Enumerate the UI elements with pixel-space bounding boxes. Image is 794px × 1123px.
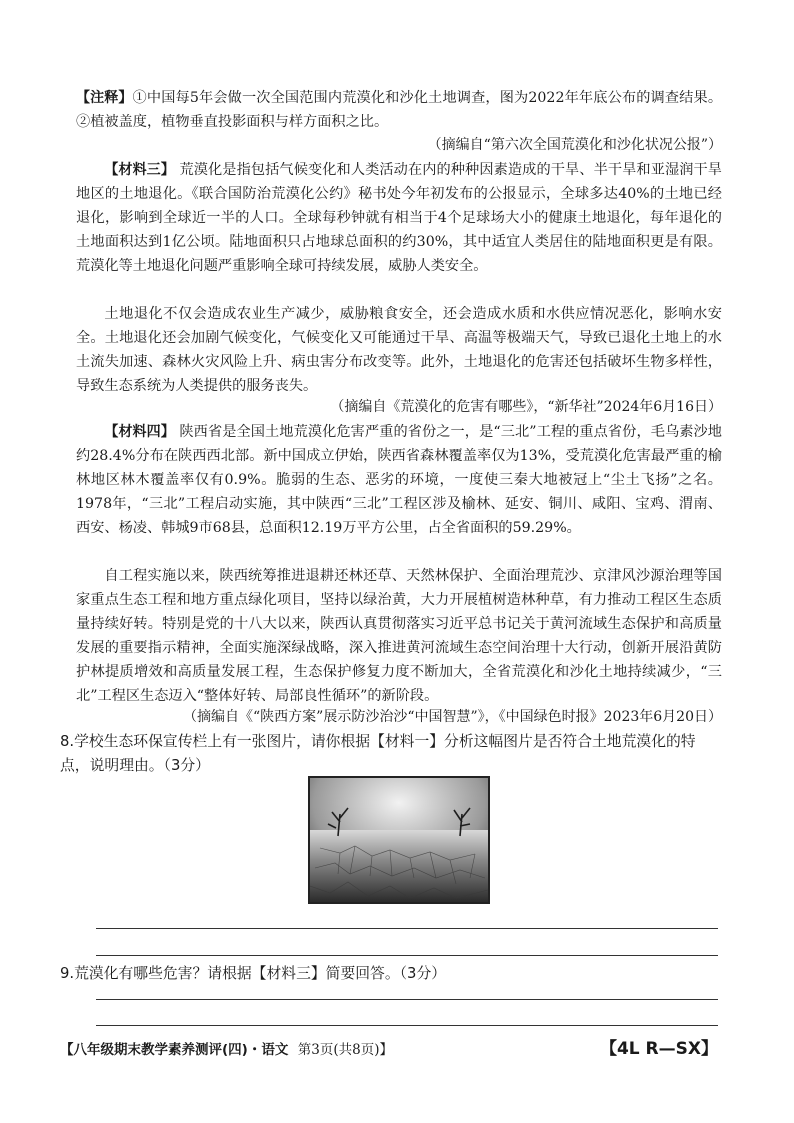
material3-paragraph-1	[76, 158, 722, 278]
footer-title	[60, 1038, 393, 1058]
material4-text-1: 陕西省是全国土地荒漠化危害严重的省份之一，是“三北”工程的重点省份，毛乌素沙地约28.4%分布在陕西西北部。新中国成立伊始，陕西省森林覆盖率仅为13%，受荒漠化危害最严重的榆林地区林木覆盖率仅有0.9%。脆弱的生态、恶劣的环境，一度使三秦大地被冠上“尘土飞扬”之名。1978年，“三北”工程启动实施，其中陕西“三北”工程区涉及榆林、延安、铜川、咸阳、宝鸡、渭南、西安、杨凌、韩城9市68县，总面积12.19万平方公里，占全省面积的59.29%。	[76, 424, 722, 536]
note-label: 【注释】	[76, 90, 133, 106]
footer-exam-title: 【八年级期末教学素养测评(四)・语文	[60, 1042, 289, 1058]
material3-text-2: 土地退化不仅会造成农业生产减少，威胁粮食安全，还会造成水质和水供应情况恶化，影响水安全。土地退化还会加剧气候变化，气候变化又可能通过干旱、高温等极端天气，导致已退化土地上的水土流失加速、森林火灾风险上升、病虫害分布改变等。此外，土地退化的危害还包括破坏生物多样性，导致生态系统为人类提供的服务丧失。	[76, 306, 722, 394]
footer-code: 【4L R—SX】	[599, 1039, 718, 1059]
question-9: 9.荒漠化有哪些危害？请根据【材料三】简要回答。（3分）	[60, 965, 447, 982]
answer-line-q9-2[interactable]	[96, 1025, 718, 1026]
question-8: 8.学校生态环保宣传栏上有一张图片，请你根据【材料一】分析这幅图片是否符合土地荒漠化的特点，说明理由。（3分）	[60, 733, 696, 774]
material4-source: （摘编自《“陕西方案”展示防沙治沙“中国智慧”》，《中国绿色时报》2023年6月20日）	[183, 709, 722, 725]
note-source: （摘编自“第六次全国荒漠化和沙化状况公报”）	[427, 137, 722, 153]
desert-photo-icon	[308, 776, 490, 904]
note-paragraph	[76, 86, 722, 134]
material3-text-1: 荒漠化是指包括气候变化和人类活动在内的种种因素造成的干旱、半干旱和亚湿润干旱地区的土地退化。《联合国防治荒漠化公约》秘书处今年初发布的公报显示，全球多达40%的土地已经退化，影响到全球近一半的人口。全球每秒钟就有相当于4个足球场大小的健康土地退化，每年退化的土地面积达到1亿公顷。陆地面积只占地球总面积的约30%，其中适宜人类居住的陆地面积更是有限。荒漠化等土地退化问题严重影响全球可持续发展，威胁人类安全。	[76, 162, 722, 274]
material3-source: （摘编自《荒漠化的危害有哪些》，“新华社”2024年6月16日）	[330, 399, 722, 415]
material3-paragraph-2	[76, 302, 722, 398]
note-text: ①中国每5年会做一次全国范围内荒漠化和沙化土地调查，图为2022年年底公布的调查结果。②植被盖度，植物垂直投影面积与样方面积之比。	[76, 90, 723, 130]
answer-line-q8-2[interactable]	[96, 955, 718, 956]
material4-text-2: 自工程实施以来，陕西统筹推进退耕还林还草、天然林保护、全面治理荒沙、京津风沙源治理等国家重点生态工程和地方重点绿化项目，坚持以绿治黄，大力开展植树造林种草，有力推动工程区生态质量持续好转。特别是党的十八大以来，陕西认真贯彻落实习近平总书记关于黄河流域生态保护和高质量发展的重要指示精神，全面实施深绿战略，深入推进黄河流域生态空间治理十大行动，创新开展沿黄防护林提质增效和高质量发展工程，生态保护修复力度不断加大，全省荒漠化和沙化土地持续减少，“三北”工程区生态迈入“整体好转、局部良性循环”的新阶段。	[76, 568, 722, 704]
footer-page-number: 第3页(共8页)】	[297, 1042, 393, 1058]
material3-label: 【材料三】	[104, 162, 175, 178]
answer-line-q8-1[interactable]	[96, 928, 718, 929]
answer-line-q9-1[interactable]	[96, 999, 718, 1000]
material4-paragraph-1	[76, 420, 722, 540]
material4-label: 【材料四】	[104, 424, 175, 440]
material4-paragraph-2	[76, 564, 722, 708]
